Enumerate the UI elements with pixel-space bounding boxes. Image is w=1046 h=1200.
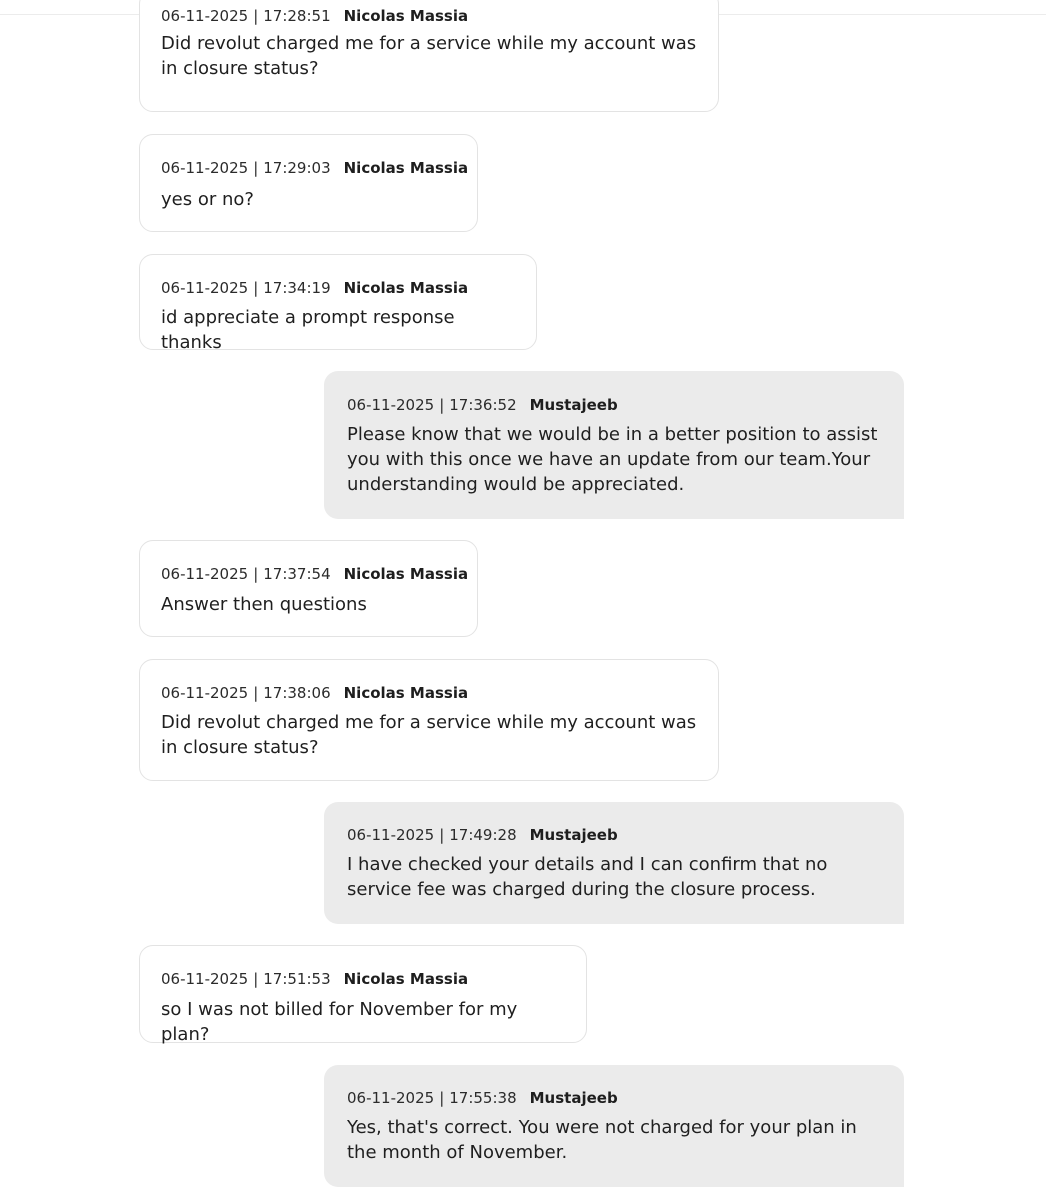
message-date: 06-11-2025: [347, 396, 435, 414]
message-date: 06-11-2025: [347, 826, 435, 844]
message-date: 06-11-2025: [347, 1089, 435, 1107]
message-date: 06-11-2025: [161, 684, 249, 702]
message-text: so I was not billed for November for my plan?: [161, 999, 518, 1045]
message-text: I have checked your details and I can confirm that no service fee was charged during the closure process.: [347, 854, 828, 900]
meta-separator: |: [439, 1089, 445, 1107]
message-date: 06-11-2025: [161, 7, 249, 25]
sender-name: Nicolas Massia: [343, 684, 469, 702]
message-time: 17:34:19: [263, 279, 331, 297]
sender-name: Nicolas Massia: [343, 279, 469, 297]
message-date: 06-11-2025: [161, 159, 249, 177]
customer-message: [139, 254, 537, 353]
meta-separator: |: [253, 684, 259, 702]
message-time: 17:28:51: [263, 7, 331, 25]
message-time: 17:51:53: [263, 970, 331, 988]
message-date: 06-11-2025: [161, 565, 249, 583]
customer-message: [139, 0, 719, 112]
message-time: 17:37:54: [263, 565, 331, 583]
sender-name: Mustajeeb: [529, 826, 618, 844]
meta-separator: |: [253, 970, 259, 988]
message-text: Did revolut charged me for a service while my account was in closure status?: [161, 33, 697, 79]
message-date: 06-11-2025: [161, 279, 249, 297]
customer-message: [139, 945, 587, 1043]
message-date: 06-11-2025: [161, 970, 249, 988]
message-meta: [347, 1089, 618, 1107]
meta-separator: |: [253, 7, 259, 25]
message-meta: [161, 279, 468, 297]
message-time: 17:29:03: [263, 159, 331, 177]
message-text: Yes, that's correct. You were not charged for your plan in the month of November.: [347, 1117, 857, 1163]
message-meta: [161, 159, 468, 177]
message-meta: [161, 565, 468, 583]
customer-message: [139, 540, 478, 637]
message-meta: [161, 7, 468, 25]
meta-separator: |: [253, 279, 259, 297]
meta-separator: |: [439, 826, 445, 844]
sender-name: Nicolas Massia: [343, 970, 469, 988]
message-time: 17:55:38: [449, 1089, 517, 1107]
message-meta: [347, 396, 618, 414]
message-meta: [347, 826, 618, 844]
customer-message: [139, 134, 478, 232]
message-meta: [161, 684, 468, 702]
message-text: Answer then questions: [161, 594, 367, 615]
message-text: yes or no?: [161, 189, 254, 210]
sender-name: Nicolas Massia: [343, 159, 469, 177]
meta-separator: |: [253, 565, 259, 583]
message-time: 17:49:28: [449, 826, 517, 844]
sender-name: Nicolas Massia: [343, 7, 469, 25]
agent-message: [324, 371, 904, 519]
agent-message: [324, 802, 904, 924]
sender-name: Mustajeeb: [529, 1089, 618, 1107]
meta-separator: |: [253, 159, 259, 177]
customer-message: [139, 659, 719, 781]
meta-separator: |: [439, 396, 445, 414]
message-text: id appreciate a prompt response thanks: [161, 307, 455, 353]
sender-name: Nicolas Massia: [343, 565, 469, 583]
message-time: 17:38:06: [263, 684, 331, 702]
message-meta: [161, 970, 468, 988]
message-text: Did revolut charged me for a service while my account was in closure status?: [161, 712, 697, 758]
message-text: Please know that we would be in a better position to assist you with this once we have an update from our team.Your understanding would be appreciated.: [347, 424, 878, 495]
agent-message: [324, 1065, 904, 1187]
sender-name: Mustajeeb: [529, 396, 618, 414]
message-time: 17:36:52: [449, 396, 517, 414]
